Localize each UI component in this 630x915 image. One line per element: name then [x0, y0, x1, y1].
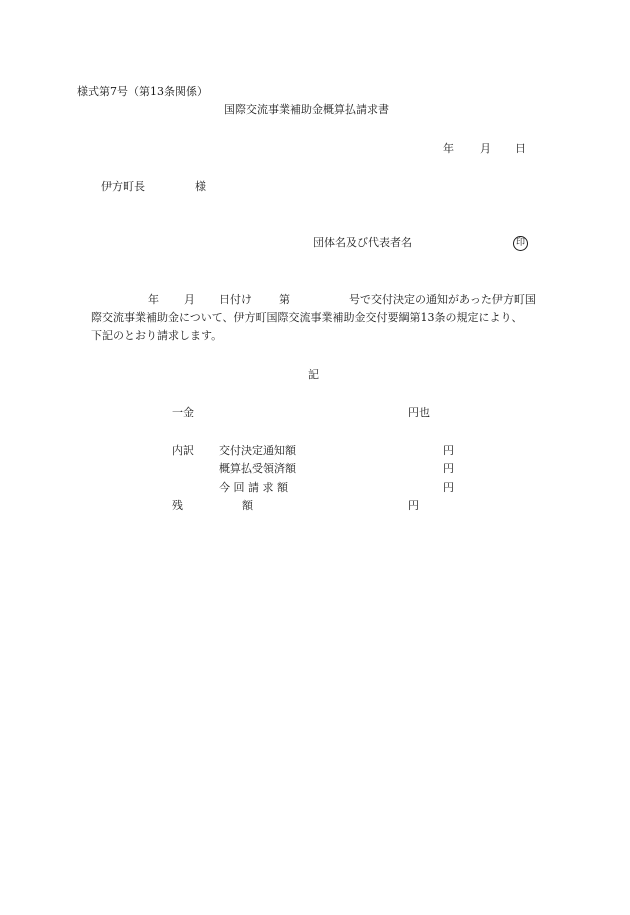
date-month: 月	[480, 142, 491, 155]
date-day: 日	[515, 142, 526, 155]
balance-unit: 円	[408, 499, 419, 512]
form-number: 様式第7号（第13条関係）	[77, 85, 208, 98]
body-line2: 際交流事業補助金について、伊方町国際交流事業補助金交付要綱第13条の規定により、	[91, 311, 523, 324]
body-line3: 下記のとおり請求します。	[91, 329, 223, 342]
document-title: 国際交流事業補助金概算払請求書	[224, 103, 389, 116]
breakdown-item-unit: 円	[443, 444, 454, 457]
breakdown-item-unit: 円	[443, 462, 454, 475]
body-dai: 第	[279, 293, 290, 306]
applicant-label: 団体名及び代表者名	[313, 236, 412, 249]
breakdown-label: 内訳	[172, 444, 194, 457]
body-line1-text: 号で交付決定の通知があった伊方町国	[349, 293, 536, 306]
ki-heading: 記	[308, 368, 319, 381]
addressee-name: 伊方町長	[101, 180, 145, 193]
amount-unit: 円也	[408, 406, 430, 419]
amount-label: 一金	[172, 406, 194, 419]
body-year: 年	[148, 293, 159, 306]
seal-mark	[513, 235, 528, 251]
seal-icon: 印	[513, 236, 528, 251]
body-dated: 日付け	[219, 293, 252, 306]
body-month: 月	[184, 293, 195, 306]
breakdown-item-label: 概算払受領済額	[219, 462, 296, 475]
addressee-honorific: 様	[195, 180, 206, 193]
breakdown-item-label: 交付決定通知額	[219, 444, 296, 457]
balance-label-1: 残	[172, 499, 183, 512]
date-year: 年	[443, 142, 454, 155]
breakdown-item-unit: 円	[443, 481, 454, 494]
balance-label-2: 額	[242, 499, 253, 512]
breakdown-item-label: 今 回 請 求 額	[219, 481, 288, 494]
